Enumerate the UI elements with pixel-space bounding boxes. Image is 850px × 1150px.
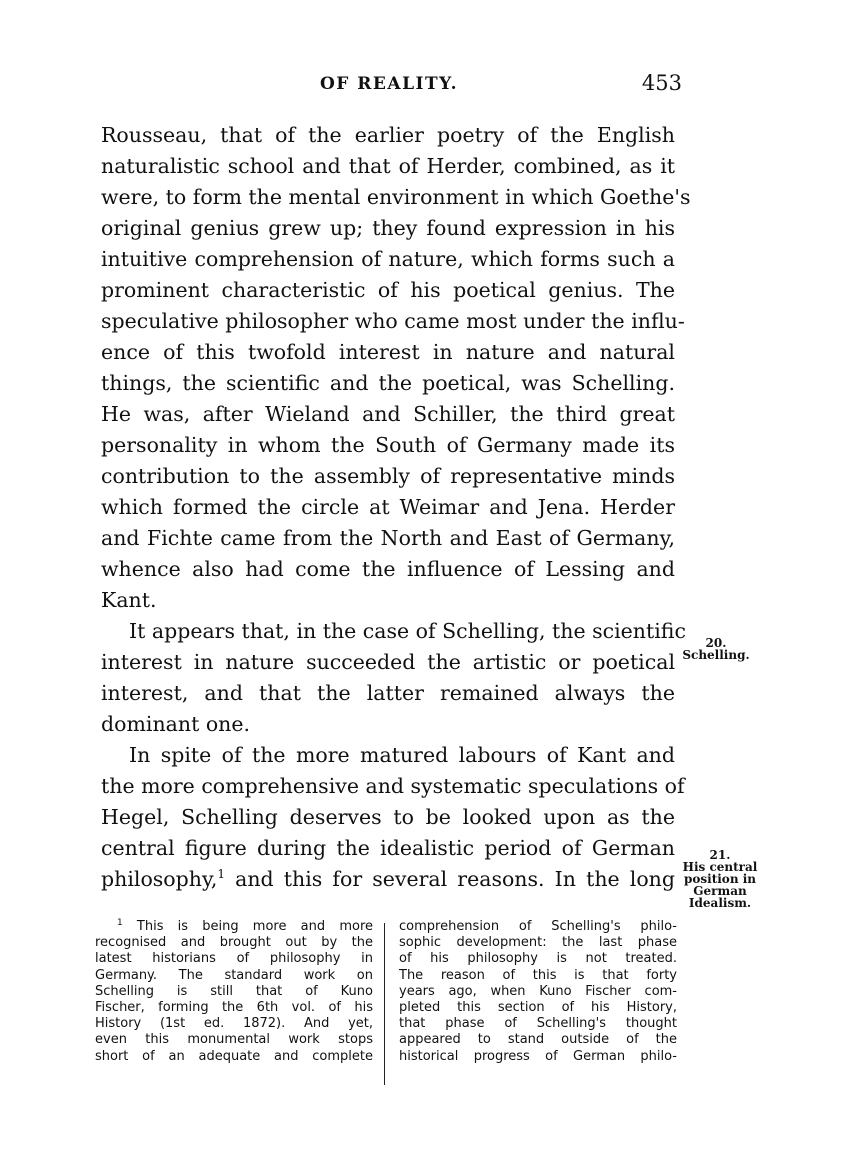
footnote-mark: 1: [117, 918, 123, 928]
footnote-line: comprehension of Schelling's philo-: [399, 919, 677, 934]
footnote-line-text: This is being more and more: [122, 919, 373, 934]
footnote-column-left: [95, 919, 373, 1065]
text-line: interest in nature succeeded the artistic or poetical: [101, 650, 675, 674]
text-line: [101, 864, 675, 895]
footnote-line: Schelling is still that of Kuno: [95, 983, 373, 999]
side-note-schelling: [680, 637, 752, 661]
text-line: In spite of the more matured labours of Kant and: [129, 743, 675, 767]
footnote-line: pleted this section of his History,: [399, 999, 677, 1015]
side-note-number: 21.: [709, 848, 731, 862]
text-line: central figure during the idealistic period of German: [101, 836, 675, 860]
text-line: dominant one.: [101, 712, 251, 736]
footnote-line: Fischer, forming the 6th vol. of his: [95, 999, 373, 1015]
footnote-line: [95, 919, 373, 935]
text-line: interest, and that the latter remained always the: [101, 681, 675, 705]
footnote-line: appeared to stand outside of the: [399, 1032, 677, 1048]
footnote-line: recognised and brought out by the: [95, 935, 373, 951]
footnote-line: The reason of this is that forty: [399, 967, 677, 983]
footnote-column-right: [399, 919, 677, 1065]
footnote-line: that phase of Schelling's thought: [399, 1016, 677, 1032]
footnote-line: Germany. The standard work on: [95, 967, 373, 983]
text-line: It appears that, in the case of Schelling, the scientific: [129, 619, 686, 643]
text-line: contribution to the assembly of representative minds: [101, 464, 675, 488]
text-line: Rousseau, that of the earlier poetry of the English: [101, 123, 675, 147]
text-line: Kant.: [101, 588, 157, 612]
footnote-line: even this monumental work stops: [95, 1032, 373, 1048]
footnote-reference[interactable]: 1: [217, 867, 225, 881]
text-line: whence also had come the influence of Lessing and: [101, 557, 675, 581]
text-line: ence of this twofold interest in nature and natural: [101, 340, 675, 364]
text-line: Hegel, Schelling deserves to be looked upon as the: [101, 805, 675, 829]
body-text: [101, 120, 691, 895]
side-note-label: Idealism.: [688, 896, 752, 910]
footnote-line: historical progress of German philo-: [399, 1048, 677, 1064]
text-line: prominent characteristic of his poetical genius. The: [101, 278, 675, 302]
text-line: were, to form the mental environment in which Goethe's: [101, 185, 691, 209]
text-line: intuitive comprehension of nature, which forms such a: [101, 247, 675, 271]
text-line: the more comprehensive and systematic speculations of: [101, 774, 685, 798]
text-line-part: and this for several reasons. In the long: [224, 867, 675, 891]
text-line: and Fichte came from the North and East of Germany,: [101, 526, 675, 550]
side-note-number: 20.: [705, 636, 727, 650]
text-line: original genius grew up; they found expression in his: [101, 216, 675, 240]
footnote-line: History (1st ed. 1872). And yet,: [95, 1016, 373, 1032]
page-number: 453: [641, 71, 682, 95]
side-note-label: German: [693, 884, 747, 898]
side-note-central-position: [676, 849, 764, 909]
text-line: things, the scientific and the poetical, was Schelling.: [101, 371, 675, 395]
footnote-line: sophic development: the last phase: [399, 935, 677, 951]
side-note-label: Schelling.: [682, 648, 750, 662]
text-line: speculative philosopher who came most under the influ-: [101, 309, 685, 333]
text-line: personality in whom the South of Germany made its: [101, 433, 675, 457]
text-line: which formed the circle at Weimar and Jena. Herder: [101, 495, 675, 519]
footnote-line: latest historians of philosophy in: [95, 951, 373, 967]
text-line: naturalistic school and that of Herder, combined, as it: [101, 154, 675, 178]
side-note-label: His central: [682, 860, 758, 874]
footnote-divider: [384, 923, 385, 1085]
footnote-line: years ago, when Kuno Fischer com-: [399, 983, 677, 999]
text-line: He was, after Wieland and Schiller, the third great: [101, 402, 675, 426]
side-note-label: position in: [684, 872, 756, 886]
footnote-line: of his philosophy is not treated.: [399, 951, 677, 967]
text-line-part: philosophy,: [101, 867, 218, 891]
footnote-line: short of an adequate and complete: [95, 1048, 373, 1064]
running-head: OF REALITY.: [320, 74, 458, 94]
